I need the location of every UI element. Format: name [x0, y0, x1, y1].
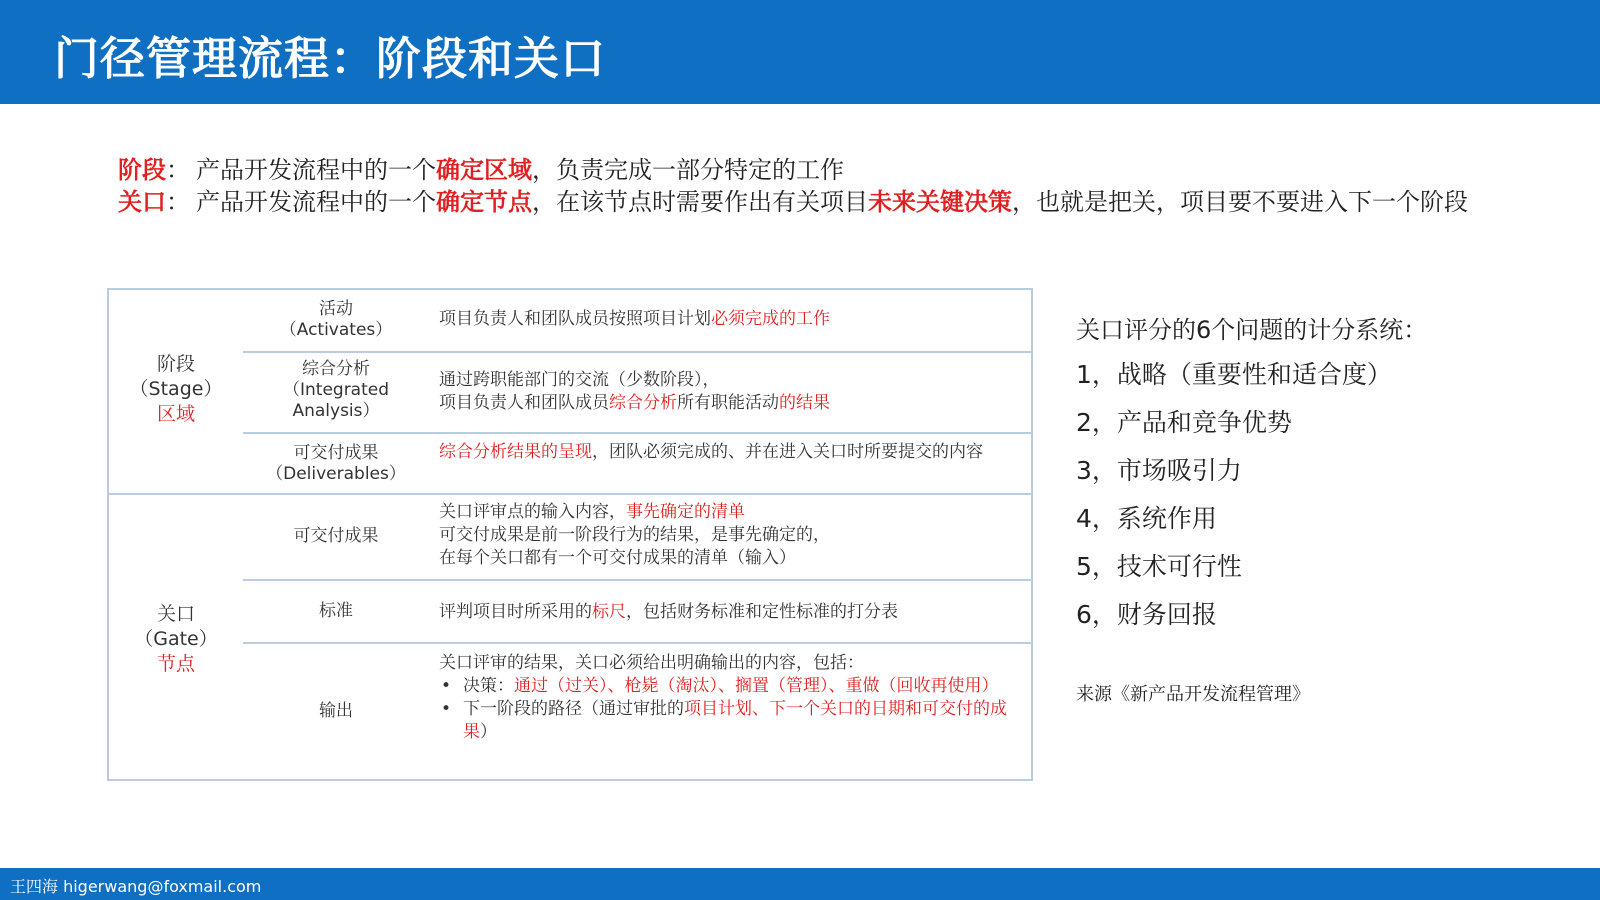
desc-text: 所有职能活动 [677, 393, 779, 413]
scoring-item: 4，系统作用 [1076, 504, 1217, 533]
desc-text: 可交付成果是前一阶段行为的结果，是事先确定的， [439, 525, 830, 545]
desc-highlight: 事先确定的清单 [626, 502, 745, 522]
table-row-output-name [243, 701, 429, 722]
desc-text: 通过跨职能部门的交流（少数阶段）， [439, 370, 720, 390]
row-en: （Activates） [279, 320, 393, 340]
desc-highlight: 项目计划、下一个关口的日期和可交付的成果 [463, 699, 1007, 742]
gate-group-note: 节点 [156, 653, 195, 675]
desc-line [439, 392, 1029, 415]
output-bullet-decision [439, 675, 1029, 698]
desc-text: ，包括财务标准和定性标准的打分表 [626, 602, 898, 622]
gate-text2: ，在该节点时需要作出有关项目 [532, 188, 868, 216]
header-bar [0, 0, 1600, 104]
row-name: 标准 [319, 601, 353, 621]
table-row-output-desc [439, 652, 1029, 744]
gate-label: 关口 [118, 188, 166, 216]
table-divider [243, 432, 1031, 434]
desc-text: 评判项目时所采用的 [439, 602, 592, 622]
stage-text1: 产品开发流程中的一个 [196, 156, 436, 184]
scoring-item: 6，财务回报 [1076, 600, 1217, 629]
stage-group-label [109, 352, 243, 427]
row-name: 输出 [319, 701, 353, 721]
bullet-dot: • [441, 699, 452, 719]
desc-highlight: 通过（过关）、枪毙（淘汰）、搁置（管理）、重做（回收再使用） [514, 676, 999, 696]
row-en: Analysis） [292, 401, 380, 421]
desc-highlight: 标尺 [592, 602, 626, 622]
table-row-analysis-desc [439, 369, 1029, 415]
table-divider [243, 351, 1031, 353]
table-row-gate-deliverables-name [243, 526, 429, 547]
stage-gate-table [107, 288, 1033, 781]
desc-text: 项目负责人和团队成员 [439, 393, 609, 413]
scoring-title: 关口评分的6个问题的计分系统： [1076, 316, 1428, 344]
stage-group-name: 阶段 [156, 353, 195, 375]
table-row-deliverables-desc [439, 441, 1029, 464]
bullet-dot: • [441, 676, 452, 696]
bullet-text [463, 698, 1029, 744]
row-name: 活动 [319, 299, 353, 319]
desc-highlight: 综合分析 [609, 393, 677, 413]
page-title: 门径管理流程：阶段和关口 [54, 32, 607, 85]
stage-highlight: 确定区域 [436, 156, 532, 184]
desc-line [439, 501, 1029, 524]
stage-text2: ，负责完成一部分特定的工作 [532, 156, 844, 184]
row-name: 可交付成果 [293, 443, 379, 463]
desc-text: 关口评审的结果，关口必须给出明确输出的内容，包括： [439, 653, 864, 673]
source-citation: 来源《新产品开发流程管理》 [1076, 684, 1310, 705]
table-divider [109, 493, 1031, 495]
desc-text: ） [480, 722, 497, 742]
row-en: （Integrated [282, 380, 390, 400]
stage-label: 阶段 [118, 156, 166, 184]
table-row-gate-deliverables-desc [439, 501, 1029, 570]
gate-group-label [109, 602, 243, 677]
table-row-analysis-name [243, 359, 429, 422]
gate-highlight1: 确定节点 [436, 188, 532, 216]
gate-highlight2: 未来关键决策 [868, 188, 1012, 216]
desc-highlight: 综合分析结果的呈现 [439, 442, 592, 462]
table-row-criteria-name [243, 601, 429, 622]
definition-stage [118, 154, 1498, 186]
desc-text: ，团队必须完成的、并在进入关口时所要提交的内容 [592, 442, 983, 462]
definition-gate [118, 186, 1498, 218]
stage-colon: ： [166, 156, 190, 184]
desc-highlight: 的结果 [779, 393, 830, 413]
gate-group-en: （Gate） [134, 628, 218, 650]
desc-highlight: 必须完成的工作 [711, 309, 830, 329]
desc-text: 下一阶段的路径（通过审批的 [463, 699, 684, 719]
gate-text1: 产品开发流程中的一个 [196, 188, 436, 216]
scoring-item: 1，战略（重要性和适合度） [1076, 360, 1392, 389]
stage-group-en: （Stage） [129, 378, 223, 400]
table-row-activities-desc [439, 308, 1029, 331]
stage-group-note: 区域 [156, 403, 195, 425]
row-name: 可交付成果 [293, 526, 379, 546]
scoring-item: 3，市场吸引力 [1076, 456, 1242, 485]
row-en: （Deliverables） [266, 464, 406, 484]
desc-text: 项目负责人和团队成员按照项目计划 [439, 309, 711, 329]
footer-bar [0, 868, 1600, 900]
table-divider [243, 642, 1031, 644]
table-row-activities-name [243, 299, 429, 341]
table-row-criteria-desc [439, 601, 1029, 624]
desc-text: 决策： [463, 676, 514, 696]
desc-text: 关口评审点的输入内容， [439, 502, 626, 522]
gate-group-name: 关口 [156, 603, 195, 625]
desc-text: 在每个关口都有一个可交付成果的清单（输入） [439, 548, 796, 568]
table-row-deliverables-name [243, 443, 429, 485]
gate-colon: ： [166, 188, 190, 216]
footer-author: 王四海 higerwang@foxmail.com [10, 877, 262, 896]
definitions [118, 154, 1498, 218]
scoring-item: 5，技术可行性 [1076, 552, 1242, 581]
bullet-text [463, 675, 1029, 698]
row-name: 综合分析 [302, 359, 370, 379]
gate-text3: ，也就是把关，项目要不要进入下一个阶段 [1012, 188, 1468, 216]
output-bullet-path [439, 698, 1029, 744]
table-divider [243, 579, 1031, 581]
scoring-panel [1076, 312, 1556, 646]
scoring-item: 2，产品和竞争优势 [1076, 408, 1292, 437]
